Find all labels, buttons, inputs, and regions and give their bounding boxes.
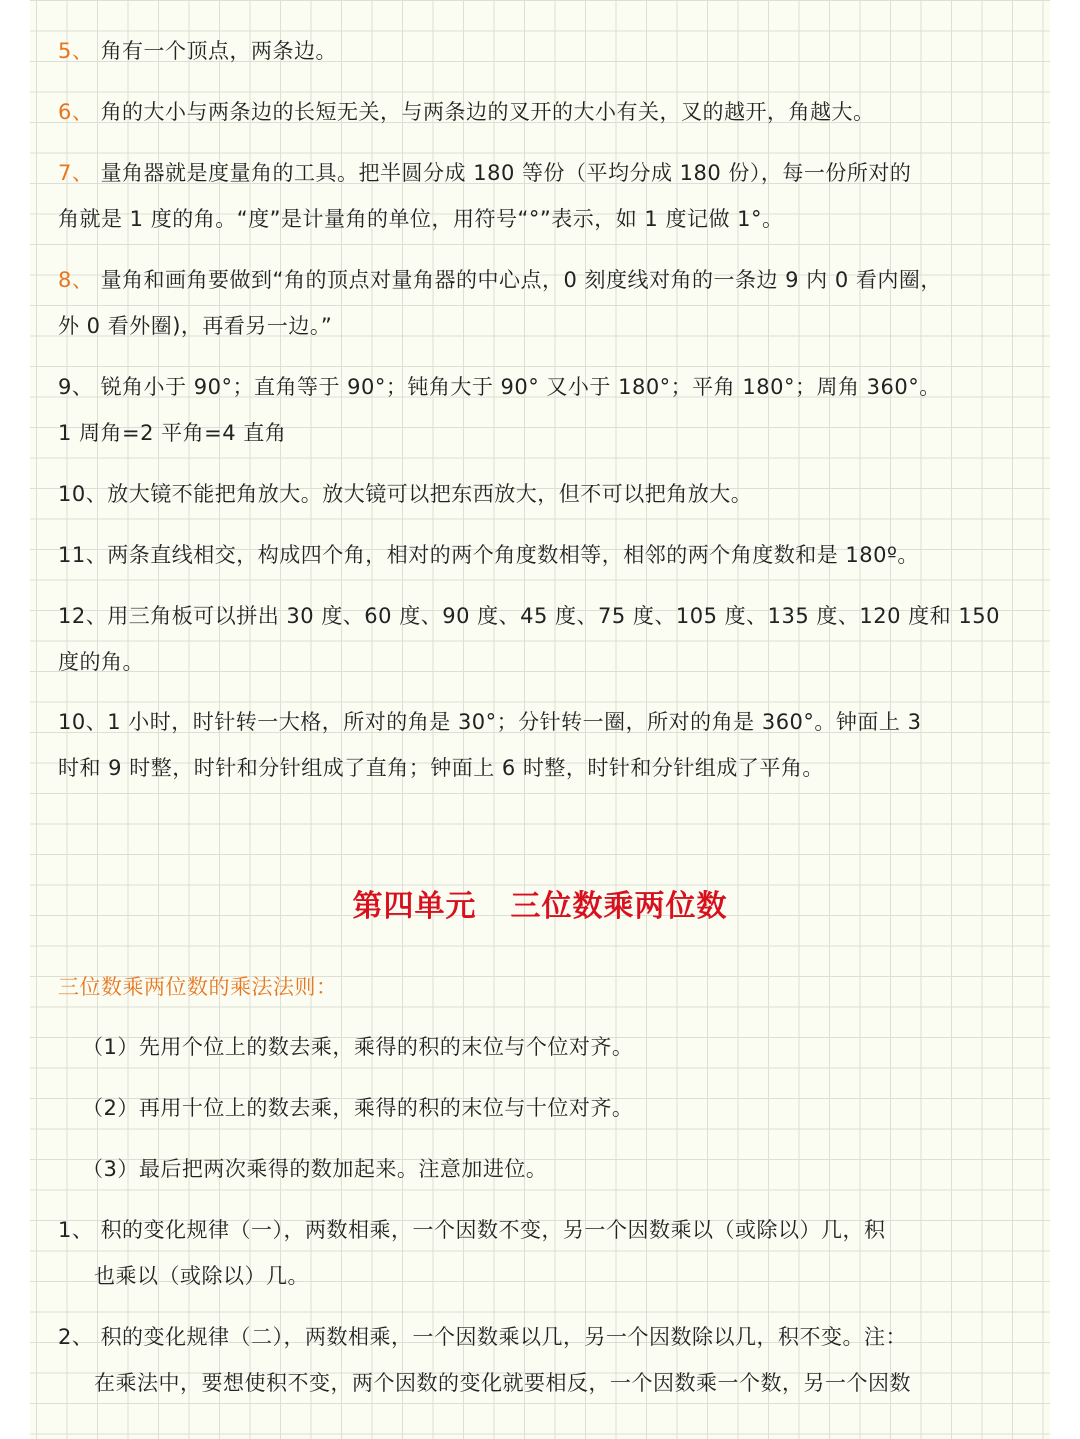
- list-item-continuation: 度的角。: [58, 650, 144, 674]
- rule-heading: 三位数乘两位数的乘法法则：: [58, 975, 338, 999]
- item-number: 9、: [58, 375, 94, 399]
- rule-item: （2）再用十位上的数去乘，乘得的积的末位与十位对齐。: [82, 1096, 634, 1120]
- item-text: 角的大小与两条边的长短无关，与两条边的叉开的大小有关，叉的越开，角越大。: [100, 100, 875, 124]
- list-item: [58, 471, 1024, 517]
- item-number: 5、: [58, 39, 94, 63]
- item-number: 10、: [58, 482, 108, 506]
- section-unit: 第四单元: [352, 889, 477, 924]
- list-item: [58, 89, 1024, 135]
- list-item: [58, 699, 1024, 745]
- section-topic: 三位数乘两位数: [510, 889, 728, 924]
- item-text: 量角器就是度量角的工具。把半圆分成 180 等份（平均分成 180 份），每一份所对的: [100, 161, 912, 185]
- item-text: 积的变化规律（二），两数相乘，一个因数乘以几，另一个因数除以几，积不变。注：: [100, 1325, 908, 1349]
- item-text: 两条直线相交，构成四个角，相对的两个角度数相等，相邻的两个角度数和是 180º。: [107, 543, 919, 567]
- law-item-continuation: 在乘法中，要想使积不变，两个因数的变化就要相反，一个因数乘一个数，另一个因数: [94, 1371, 911, 1395]
- item-text: 角有一个顶点，两条边。: [100, 39, 338, 63]
- law-item: [58, 1207, 1024, 1253]
- list-item: [58, 257, 1024, 303]
- item-text: 放大镜不能把角放大。放大镜可以把东西放大，但不可以把角放大。: [107, 482, 753, 506]
- list-item: [58, 28, 1024, 74]
- rule-item: （3）最后把两次乘得的数加起来。注意加进位。: [82, 1157, 548, 1181]
- law-item-continuation: 也乘以（或除以）几。: [94, 1264, 309, 1288]
- item-text: 锐角小于 90°；直角等于 90°；钝角大于 90° 又小于 180°；平角 180°；周角 360°。: [100, 375, 941, 399]
- list-item: [58, 593, 1024, 639]
- item-text: 量角和画角要做到“角的顶点对量角器的中心点，0 刻度线对角的一条边 9 内 0 看内圈，: [100, 268, 942, 292]
- item-text: 用三角板可以拼出 30 度、60 度、90 度、45 度、75 度、105 度、135 度、120 度和 150: [107, 604, 1000, 628]
- law-item: [58, 1314, 1024, 1360]
- list-item-continuation: 外 0 看外圈)，再看另一边。”: [58, 314, 333, 338]
- item-text: 1 小时，时针转一大格，所对的角是 30°；分针转一圈，所对的角是 360°。钟面上 3: [107, 710, 922, 734]
- item-number: 7、: [58, 161, 94, 185]
- list-item-continuation: 1 周角=2 平角=4 直角: [58, 421, 287, 445]
- item-text: 积的变化规律（一），两数相乘，一个因数不变，另一个因数乘以（或除以）几，积: [100, 1218, 886, 1242]
- item-number: 2、: [58, 1325, 94, 1349]
- list-item-continuation: 时和 9 时整，时针和分针组成了直角；钟面上 6 时整，时针和分针组成了平角。: [58, 756, 824, 780]
- list-item: [58, 364, 1024, 410]
- item-number: 1、: [58, 1218, 94, 1242]
- item-number: 6、: [58, 100, 94, 124]
- item-number: 10、: [58, 710, 108, 734]
- list-item: [58, 532, 1024, 578]
- item-number: 11、: [58, 543, 108, 567]
- item-number: 8、: [58, 268, 94, 292]
- section-title: [0, 882, 1080, 932]
- list-item: [58, 150, 1024, 196]
- item-number: 12、: [58, 604, 108, 628]
- rule-item: （1）先用个位上的数去乘，乘得的积的末位与个位对齐。: [82, 1035, 634, 1059]
- list-item-continuation: 角就是 1 度的角。“度”是计量角的单位，用符号“°”表示，如 1 度记做 1°。: [58, 207, 784, 231]
